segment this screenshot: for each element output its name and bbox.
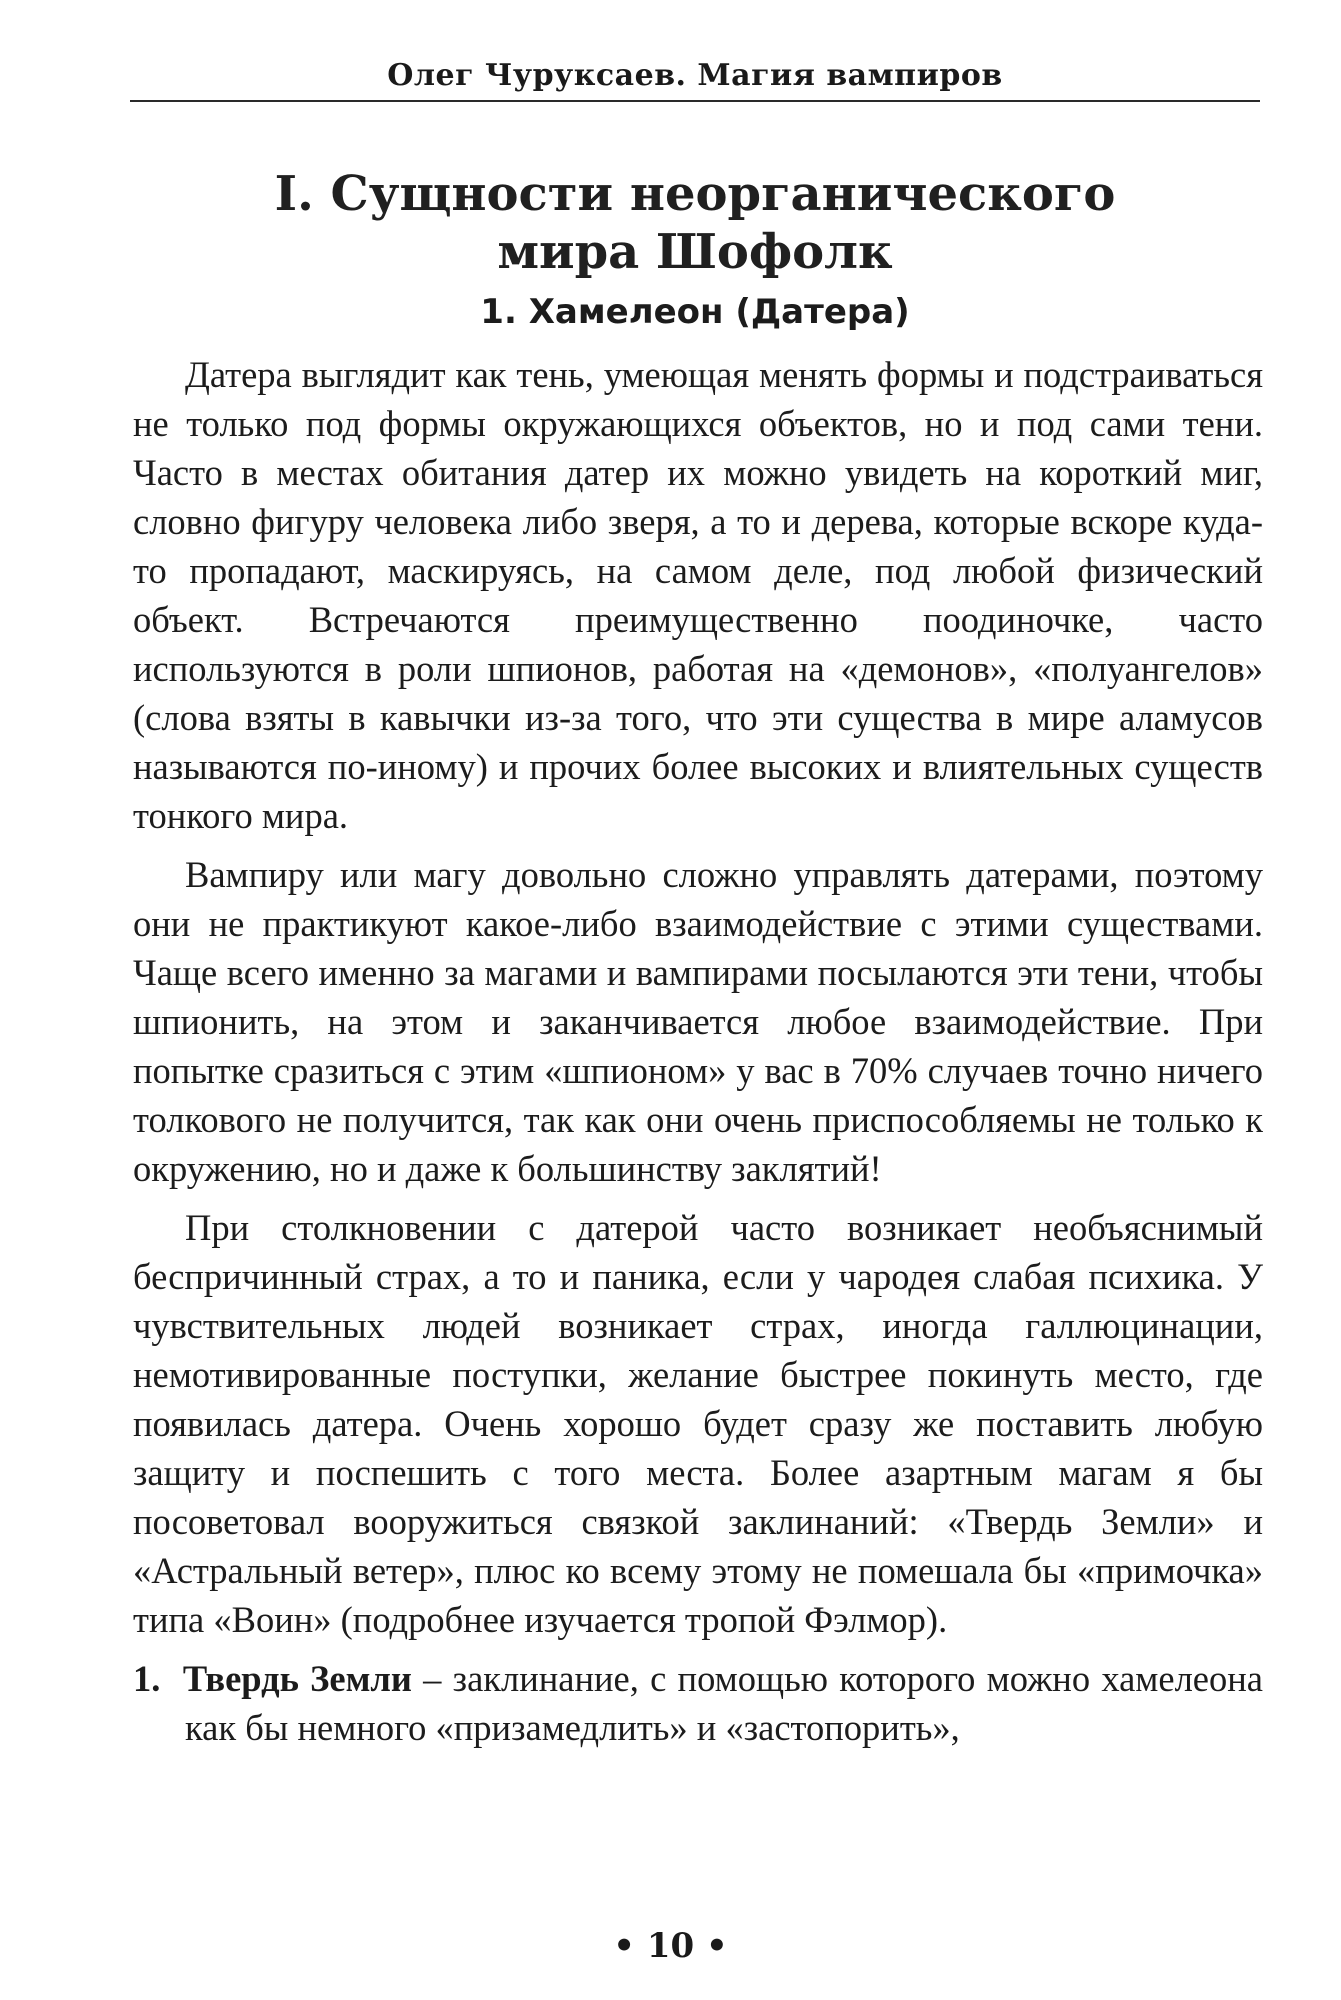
paragraph: Вампиру или магу довольно сложно управлять датерами, поэтому они не практикуют какое-либо взаимодействие с этими существами. Чаще всего именно за магами и вампирами посылаются эти тени, чтобы шпионить, на этом и заканчивается любое взаимодействие. При попытке сразиться с этим «шпионом» у вас в 70% случаев точно ничего толкового не получится, так как они очень приспособляемы не только к окружению, но и даже к большинству заклятий!: [133, 854, 1263, 1189]
list-item-term: Твердь Земли: [182, 1658, 412, 1699]
running-header-text: Олег Чуруксаев. Магия вампиров: [387, 58, 1003, 93]
header-rule: [130, 100, 1260, 102]
chapter-title: [130, 165, 1260, 281]
paragraph: Датера выглядит как тень, умеющая менять формы и подстраиваться не только под формы окружающихся объектов, но и под сами тени. Часто в местах обитания датер их можно увидеть на короткий миг, словно фигуру человека либо зверя, а то и дерева, которые вскоре куда-то пропадают, маскируясь, на самом деле, под любой физический объект. Встречаются преимущественно поодиночке, часто используются в роли шпионов, работая на «демонов», «полуангелов» (слова взяты в кавычки из-за того, что эти существа в мире аламусов называются по-иному) и прочих более высоких и влиятельных существ тонкого мира.: [133, 354, 1263, 836]
section-title: 1. Хамелеон (Датера): [480, 292, 910, 332]
running-header: [130, 58, 1260, 108]
chapter-title-line-2: мира Шофолк: [497, 224, 893, 280]
page-number: • 10 •: [613, 1926, 728, 1966]
paragraph: При столкновении с датерой часто возникает необъяснимый беспричинный страх, а то и паника, если у чародея слабая психика. У чувствительных людей возникает страх, иногда галлюцинации, немотивированные поступки, желание быстрее покинуть место, где появилась датера. Очень хорошо будет сразу же поставить любую защиту и поспешить с того места. Более азартным магам я бы посоветовал вооружиться связкой заклинаний: «Твердь Земли» и «Астральный ветер», плюс ко всему этому не помешала бы «примочка» типа «Воин» (подробнее изучается тропой Фэлмор).: [133, 1207, 1263, 1640]
body-text: [133, 350, 1263, 1762]
list-item-number: 1.: [133, 1658, 161, 1699]
list-item-text: – заклинание, с помощью которого можно хамелеона как бы немного «призамедлить» и «застопорить»,: [185, 1658, 1263, 1748]
chapter-title-line-1: I. Сущности неорганического: [274, 166, 1116, 222]
list-item: [133, 1654, 1263, 1752]
